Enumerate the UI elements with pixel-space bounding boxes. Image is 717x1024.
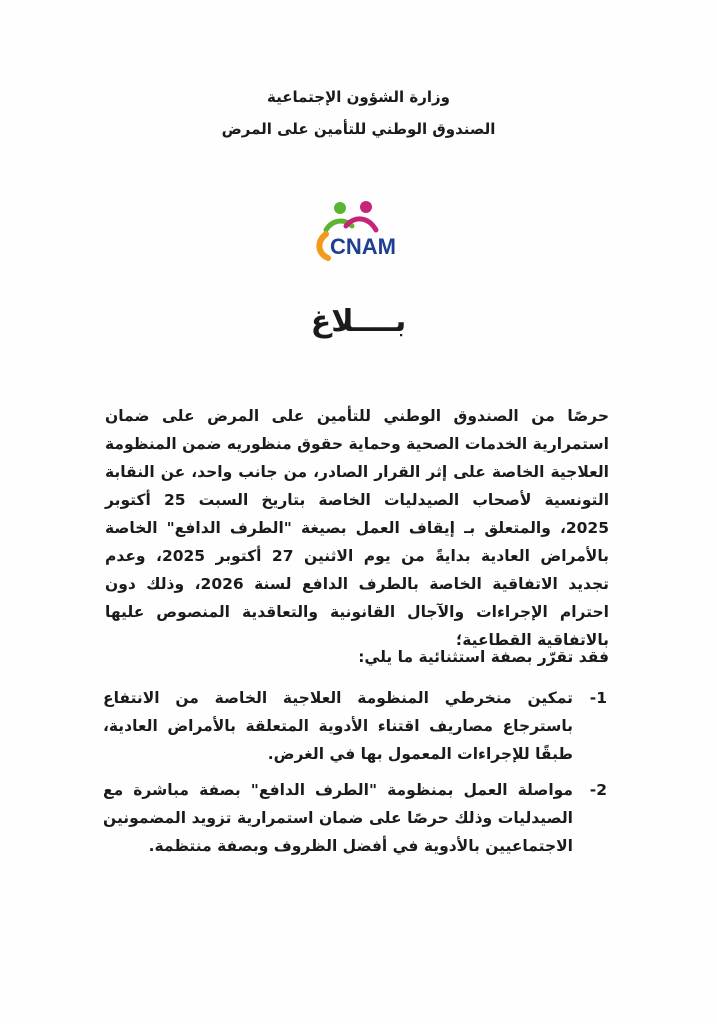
- cnam-logo-graphic: [296, 196, 416, 266]
- list-item: [103, 776, 607, 860]
- list-item-text: تمكين منخرطي المنظومة العلاجية الخاصة من الانتفاع باسترجاع مصاريف اقتناء الأدوية المتعلقة بالأمراض العادية، طبقًا للإجراءات المعمول بها في الغرض.: [103, 689, 573, 763]
- cnam-logo: [296, 196, 416, 266]
- logo-magenta-head: [360, 201, 372, 213]
- page-title: بــــلاغ: [310, 304, 407, 339]
- logo-magenta-arm: [346, 219, 376, 230]
- list-item-number: 1-: [589, 689, 607, 707]
- logo-green-head: [334, 202, 346, 214]
- announcement-body: حرصًا من الصندوق الوطني للتأمين على المرض على ضمان استمرارية الخدمات الصحية وحماية حقوق منظوريه ضمن المنظومة العلاجية الخاصة على إثر القرار الصادر، من جانب واحد، عن النقابة التونسية لأصحاب الصيدليات الخاصة بتاريخ السبت 25 أكتوبر 2025، والمتعلق بـ إيقاف العمل بصيغة "الطرف الدافع" الخاصة بالأمراض العادية بدايةً من يوم الاثنين 27 أكتوبر 2025، وعدم تجديد الاتفاقية الخاصة بالطرف الدافع لسنة 2026، وذلك دون احترام الإجراءات والآجال القانونية والتعاقدية المنصوص عليها بالاتفاقية القطاعية؛: [105, 407, 610, 649]
- decision-intro: فقد تقرّر بصفة استثنائية ما يلي:: [358, 648, 609, 666]
- logo-text: CNAM: [330, 234, 396, 259]
- ministry-name: وزارة الشؤون الإجتماعية: [266, 88, 450, 106]
- logo-orange-swoosh: [319, 234, 328, 258]
- fund-name: الصندوق الوطني للتأمين على المرض: [221, 120, 496, 138]
- list-item: [103, 684, 607, 768]
- list-item-text: مواصلة العمل بمنظومة "الطرف الدافع" بصفة مباشرة مع الصيدليات وذلك حرصًا على ضمان استمرارية تزويد المضمونين الاجتماعيين بالأدوية في أفضل الظروف وبصفة منتظمة.: [103, 781, 573, 855]
- decision-list: [103, 684, 607, 868]
- list-item-number: 2-: [589, 781, 607, 799]
